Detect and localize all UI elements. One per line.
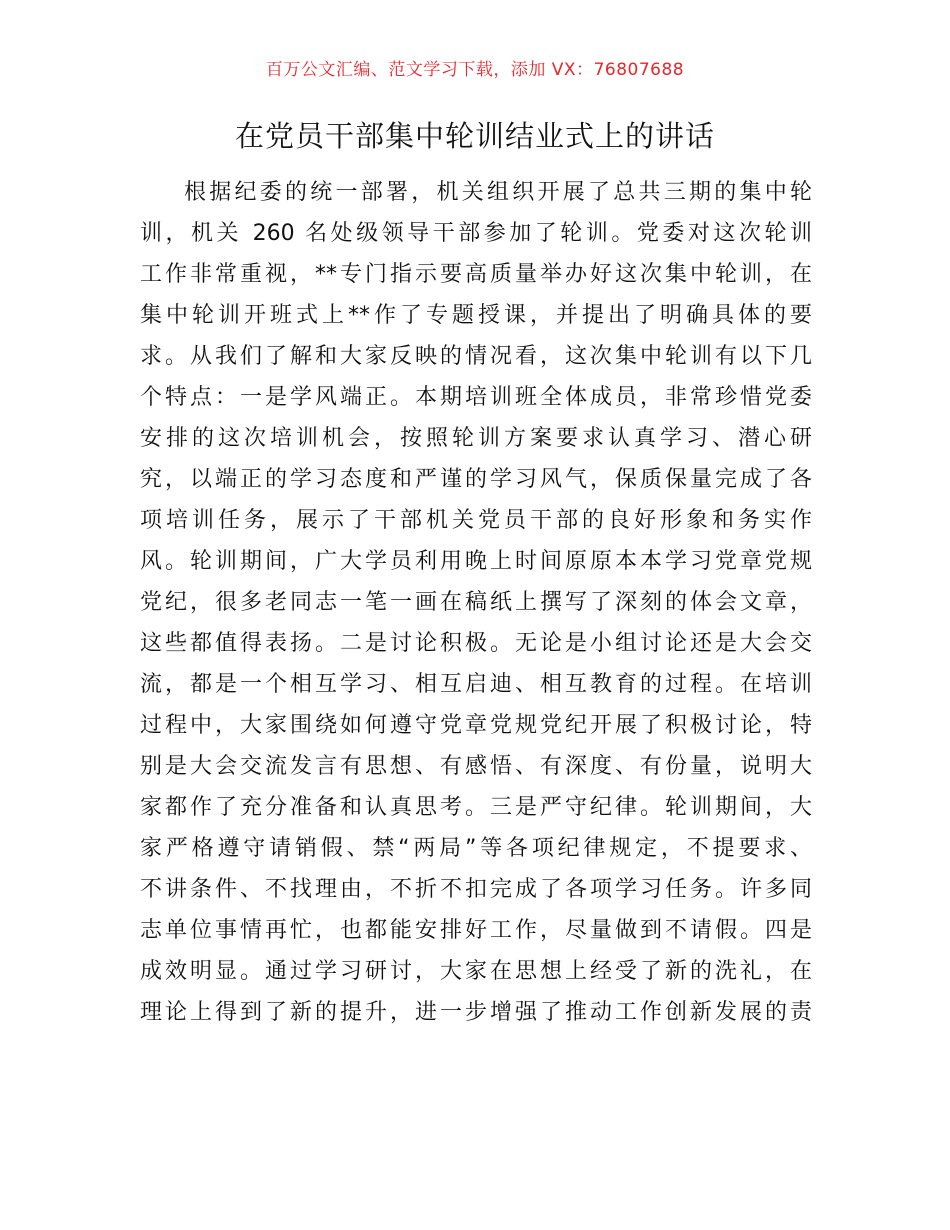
document-body [140,172,812,1033]
body-line: 根据纪委的统一部署，机关组织开展了总共三期的集中轮 [184,180,812,205]
body-line: 求。从我们了解和大家反映的情况看，这次集中轮训有以下几 [140,344,812,369]
body-line: 安排的这次培训机会，按照轮训方案要求认真学习、潜心研 [140,426,812,451]
body-line: 个特点：一是学风端正。本期培训班全体成员，非常珍惜党委 [140,385,812,410]
body-line: 家都作了充分准备和认真思考。三是严守纪律。轮训期间，大 [140,795,812,820]
body-line: 家严格遵守请销假、禁“两局”等各项纪律规定，不提要求、 [140,836,812,861]
body-line: 工作非常重视，**专门指示要高质量举办好这次集中轮训，在 [140,262,812,287]
body-line: 理论上得到了新的提升，进一步增强了推动工作创新发展的责 [140,1000,812,1025]
body-line: 究，以端正的学习态度和严谨的学习风气，保质保量完成了各 [140,467,812,492]
document-title: 在党员干部集中轮训结业式上的讲话 [234,119,715,153]
body-line: 这些都值得表扬。二是讨论积极。无论是小组讨论还是大会交 [140,631,812,656]
body-line: 别是大会交流发言有思想、有感悟、有深度、有份量，说明大 [140,754,812,779]
body-line: 项培训任务，展示了干部机关党员干部的良好形象和务实作 [140,508,812,533]
body-line: 集中轮训开班式上**作了专题授课，并提出了明确具体的要 [140,303,812,328]
body-line: 党纪，很多老同志一笔一画在稿纸上撰写了深刻的体会文章， [140,590,812,615]
header-ad-text: 百万公文汇编、范文学习下载，添加 VX：76807688 [265,60,685,80]
body-line: 不讲条件、不找理由，不折不扣完成了各项学习任务。许多同 [140,877,812,902]
body-line: 流，都是一个相互学习、相互启迪、相互教育的过程。在培训 [140,672,812,697]
body-line: 训，机关 260 名处级领导干部参加了轮训。党委对这次轮训 [140,221,812,246]
body-line: 志单位事情再忙，也都能安排好工作，尽量做到不请假。四是 [140,918,812,943]
body-line: 过程中，大家围绕如何遵守党章党规党纪开展了积极讨论，特 [140,713,812,738]
body-line: 风。轮训期间，广大学员利用晚上时间原原本本学习党章党规 [140,549,812,574]
body-line: 成效明显。通过学习研讨，大家在思想上经受了新的洗礼，在 [140,959,812,984]
